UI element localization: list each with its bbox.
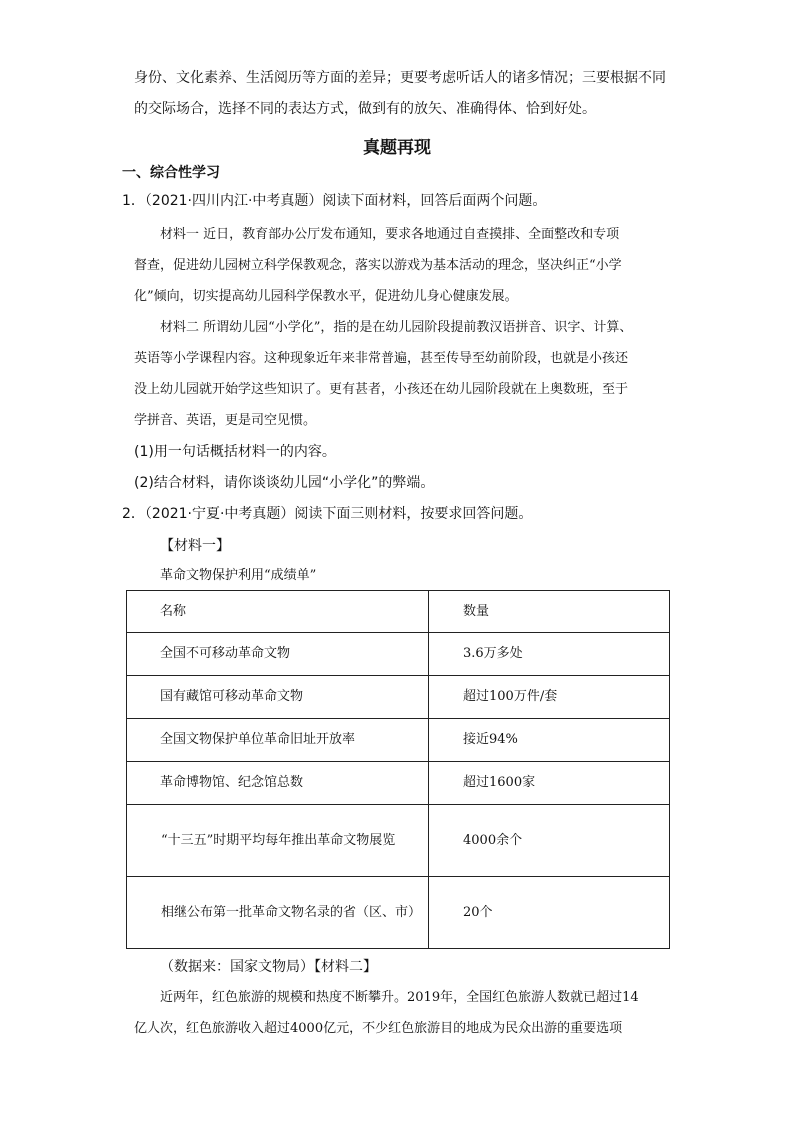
table-row — [127, 719, 670, 762]
data-table — [126, 590, 670, 949]
q2-material2-line: 近两年，红色旅游的规模和热度不断攀升。2019年，全国红色旅游人数就已超过14 — [160, 990, 639, 1005]
q2-material1-label: 【材料一】 — [160, 538, 230, 554]
table-cell: 20个 — [429, 877, 670, 949]
table-cell: 全国不可移动革命文物 — [127, 633, 429, 676]
table-cell: 相继公布第一批革命文物名录的省（区、市） — [127, 877, 429, 949]
table-cell: 超过1600家 — [429, 762, 670, 805]
table-cell: 3.6万多处 — [429, 633, 670, 676]
q1-material2-line: 学拼音、英语，更是司空见惯。 — [134, 413, 317, 428]
q1-material2-line: 材料二 所谓幼儿园“小学化”，指的是在幼儿园阶段提前教汉语拼音、识字、计算、 — [160, 320, 633, 335]
intro-line-2: 的交际场合，选择不同的表达方式，做到有的放矢、准确得体、恰到好处。 — [134, 101, 596, 117]
q1-material1-line: 督查，促进幼儿园树立科学保教观念，落实以游戏为基本活动的理念，坚决纠正“小学 — [134, 258, 622, 273]
table-cell: 超过100万件/套 — [429, 676, 670, 719]
table-row — [127, 676, 670, 719]
table-cell: 4000余个 — [429, 805, 670, 877]
q2-material2-line: 亿人次，红色旅游收入超过4000亿元，不少红色旅游目的地成为民众出游的重要选项 — [134, 1021, 623, 1036]
table-header-cell: 数量 — [429, 591, 670, 633]
section-title: 真题再现 — [363, 138, 431, 158]
table-row — [127, 633, 670, 676]
table-cell: 全国文物保护单位革命旧址开放率 — [127, 719, 429, 762]
q1-subquestion-2: (2)结合材料，请你谈谈幼儿园“小学化”的弊端。 — [134, 475, 435, 491]
intro-line-1: 身份、文化素养、生活阅历等方面的差异；更要考虑听话人的诸多情况；三要根据不同 — [134, 70, 666, 86]
table-row — [127, 805, 670, 877]
table-cell: “十三五”时期平均每年推出革命文物展览 — [127, 805, 429, 877]
q1-subquestion-1: (1)用一句话概括材料一的内容。 — [134, 444, 336, 460]
q1-material1-line: 化”倾向，切实提高幼儿园科学保教水平，促进幼儿身心健康发展。 — [134, 289, 518, 304]
table-cell: 革命博物馆、纪念馆总数 — [127, 762, 429, 805]
table-source-and-material2-label: （数据来：国家文物局）【材料二】 — [160, 959, 377, 975]
table-cell: 接近94% — [429, 719, 670, 762]
table-row — [127, 877, 670, 949]
q1-material2-line: 没上幼儿园就开始学这些知识了。更有甚者，小孩还在幼儿园阶段就在上奥数班，至于 — [134, 382, 629, 397]
table-header-row — [127, 591, 670, 633]
table-cell: 国有藏馆可移动革命文物 — [127, 676, 429, 719]
table-header-cell: 名称 — [127, 591, 429, 633]
table-caption: 革命文物保护利用“成绩单” — [160, 568, 317, 583]
subsection-heading: 一、综合性学习 — [122, 165, 220, 181]
q1-material1-line: 材料一 近日，教育部办公厅发布通知，要求各地通过自查摸排、全面整改和专项 — [160, 227, 620, 242]
table-row — [127, 762, 670, 805]
question-1-header: 1．（2021·四川内江·中考真题）阅读下面材料，回答后面两个问题。 — [122, 193, 547, 209]
question-2-header: 2．（2021·宁夏·中考真题）阅读下面三则材料，按要求回答问题。 — [122, 506, 533, 522]
q1-material2-line: 英语等小学课程内容。这种现象近年来非常普遍，甚至传导至幼前阶段，也就是小孩还 — [134, 351, 629, 366]
